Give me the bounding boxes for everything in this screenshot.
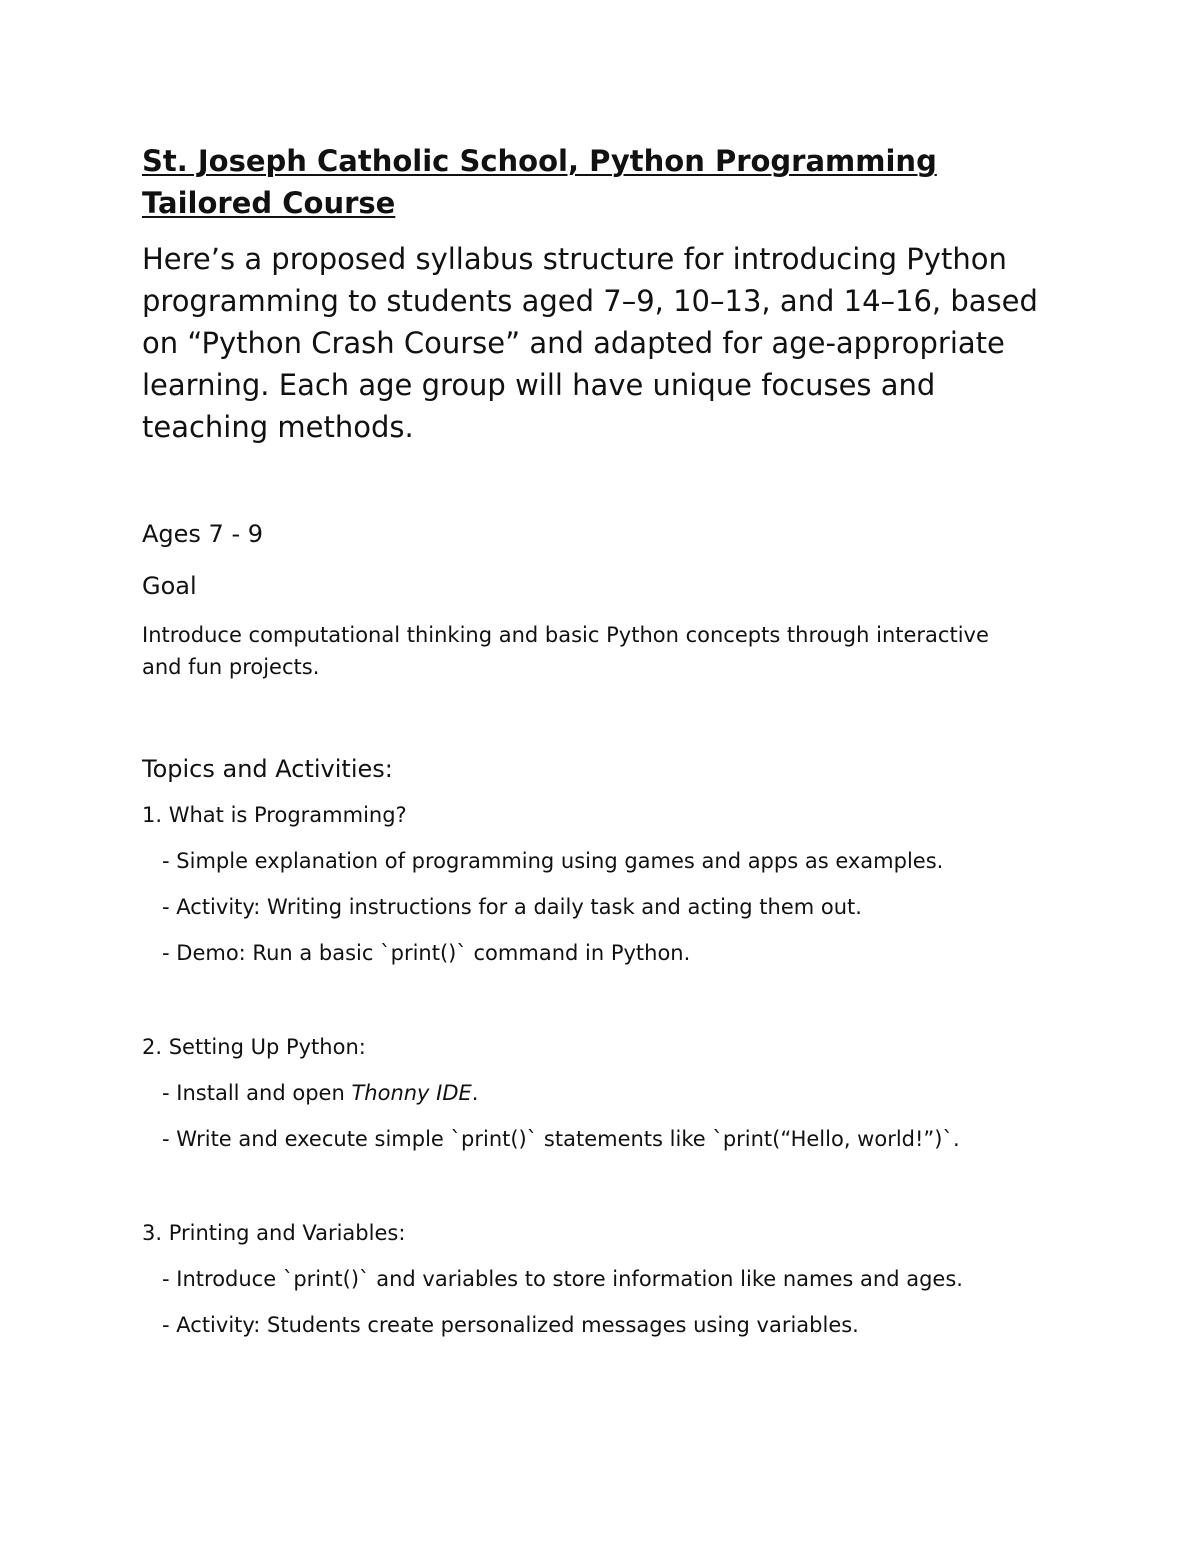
topic-printing-and-variables: [142, 1217, 1062, 1341]
document-title: St. Joseph Catholic School, Python Programming Tailored Course: [142, 144, 937, 220]
topic-item: - Simple explanation of programming using games and apps as examples.: [142, 849, 944, 873]
topic-item-prefix: - Install and open: [142, 1081, 352, 1105]
ages-heading: Ages 7 - 9: [142, 520, 264, 548]
intro-paragraph: Here’s a proposed syllabus structure for introducing Python programming to students aged 7–9, 10–13, and 14–16, based on “Python Crash Course” and adapted for age-appropriate learning. Each age group will have unique focuses and teaching methods.: [142, 242, 1038, 444]
topic-item: - Demo: Run a basic `print()` command in Python.: [142, 941, 691, 965]
topic-title: 1. What is Programming?: [142, 803, 407, 827]
goal-heading: Goal: [142, 572, 197, 600]
topic-item-suffix: .: [471, 1081, 479, 1105]
topic-title: 2. Setting Up Python:: [142, 1035, 366, 1059]
topic-item: - Introduce `print()` and variables to store information like names and ages.: [142, 1267, 963, 1291]
document-content: [142, 140, 1062, 1341]
topic-item: [142, 1077, 1062, 1109]
topic-what-is-programming: [142, 799, 1062, 969]
goal-text: Introduce computational thinking and basic Python concepts through interactive and fun projects.: [142, 623, 989, 679]
topic-item: - Write and execute simple `print()` statements like `print(“Hello, world!”)`.: [142, 1127, 960, 1151]
topic-title: 3. Printing and Variables:: [142, 1221, 406, 1245]
topic-item: - Activity: Students create personalized messages using variables.: [142, 1313, 859, 1337]
topic-item: - Activity: Writing instructions for a daily task and acting them out.: [142, 895, 862, 919]
topic-setting-up-python: [142, 1031, 1062, 1155]
topics-heading: Topics and Activities:: [142, 755, 393, 783]
ide-name: Thonny IDE: [351, 1081, 472, 1105]
